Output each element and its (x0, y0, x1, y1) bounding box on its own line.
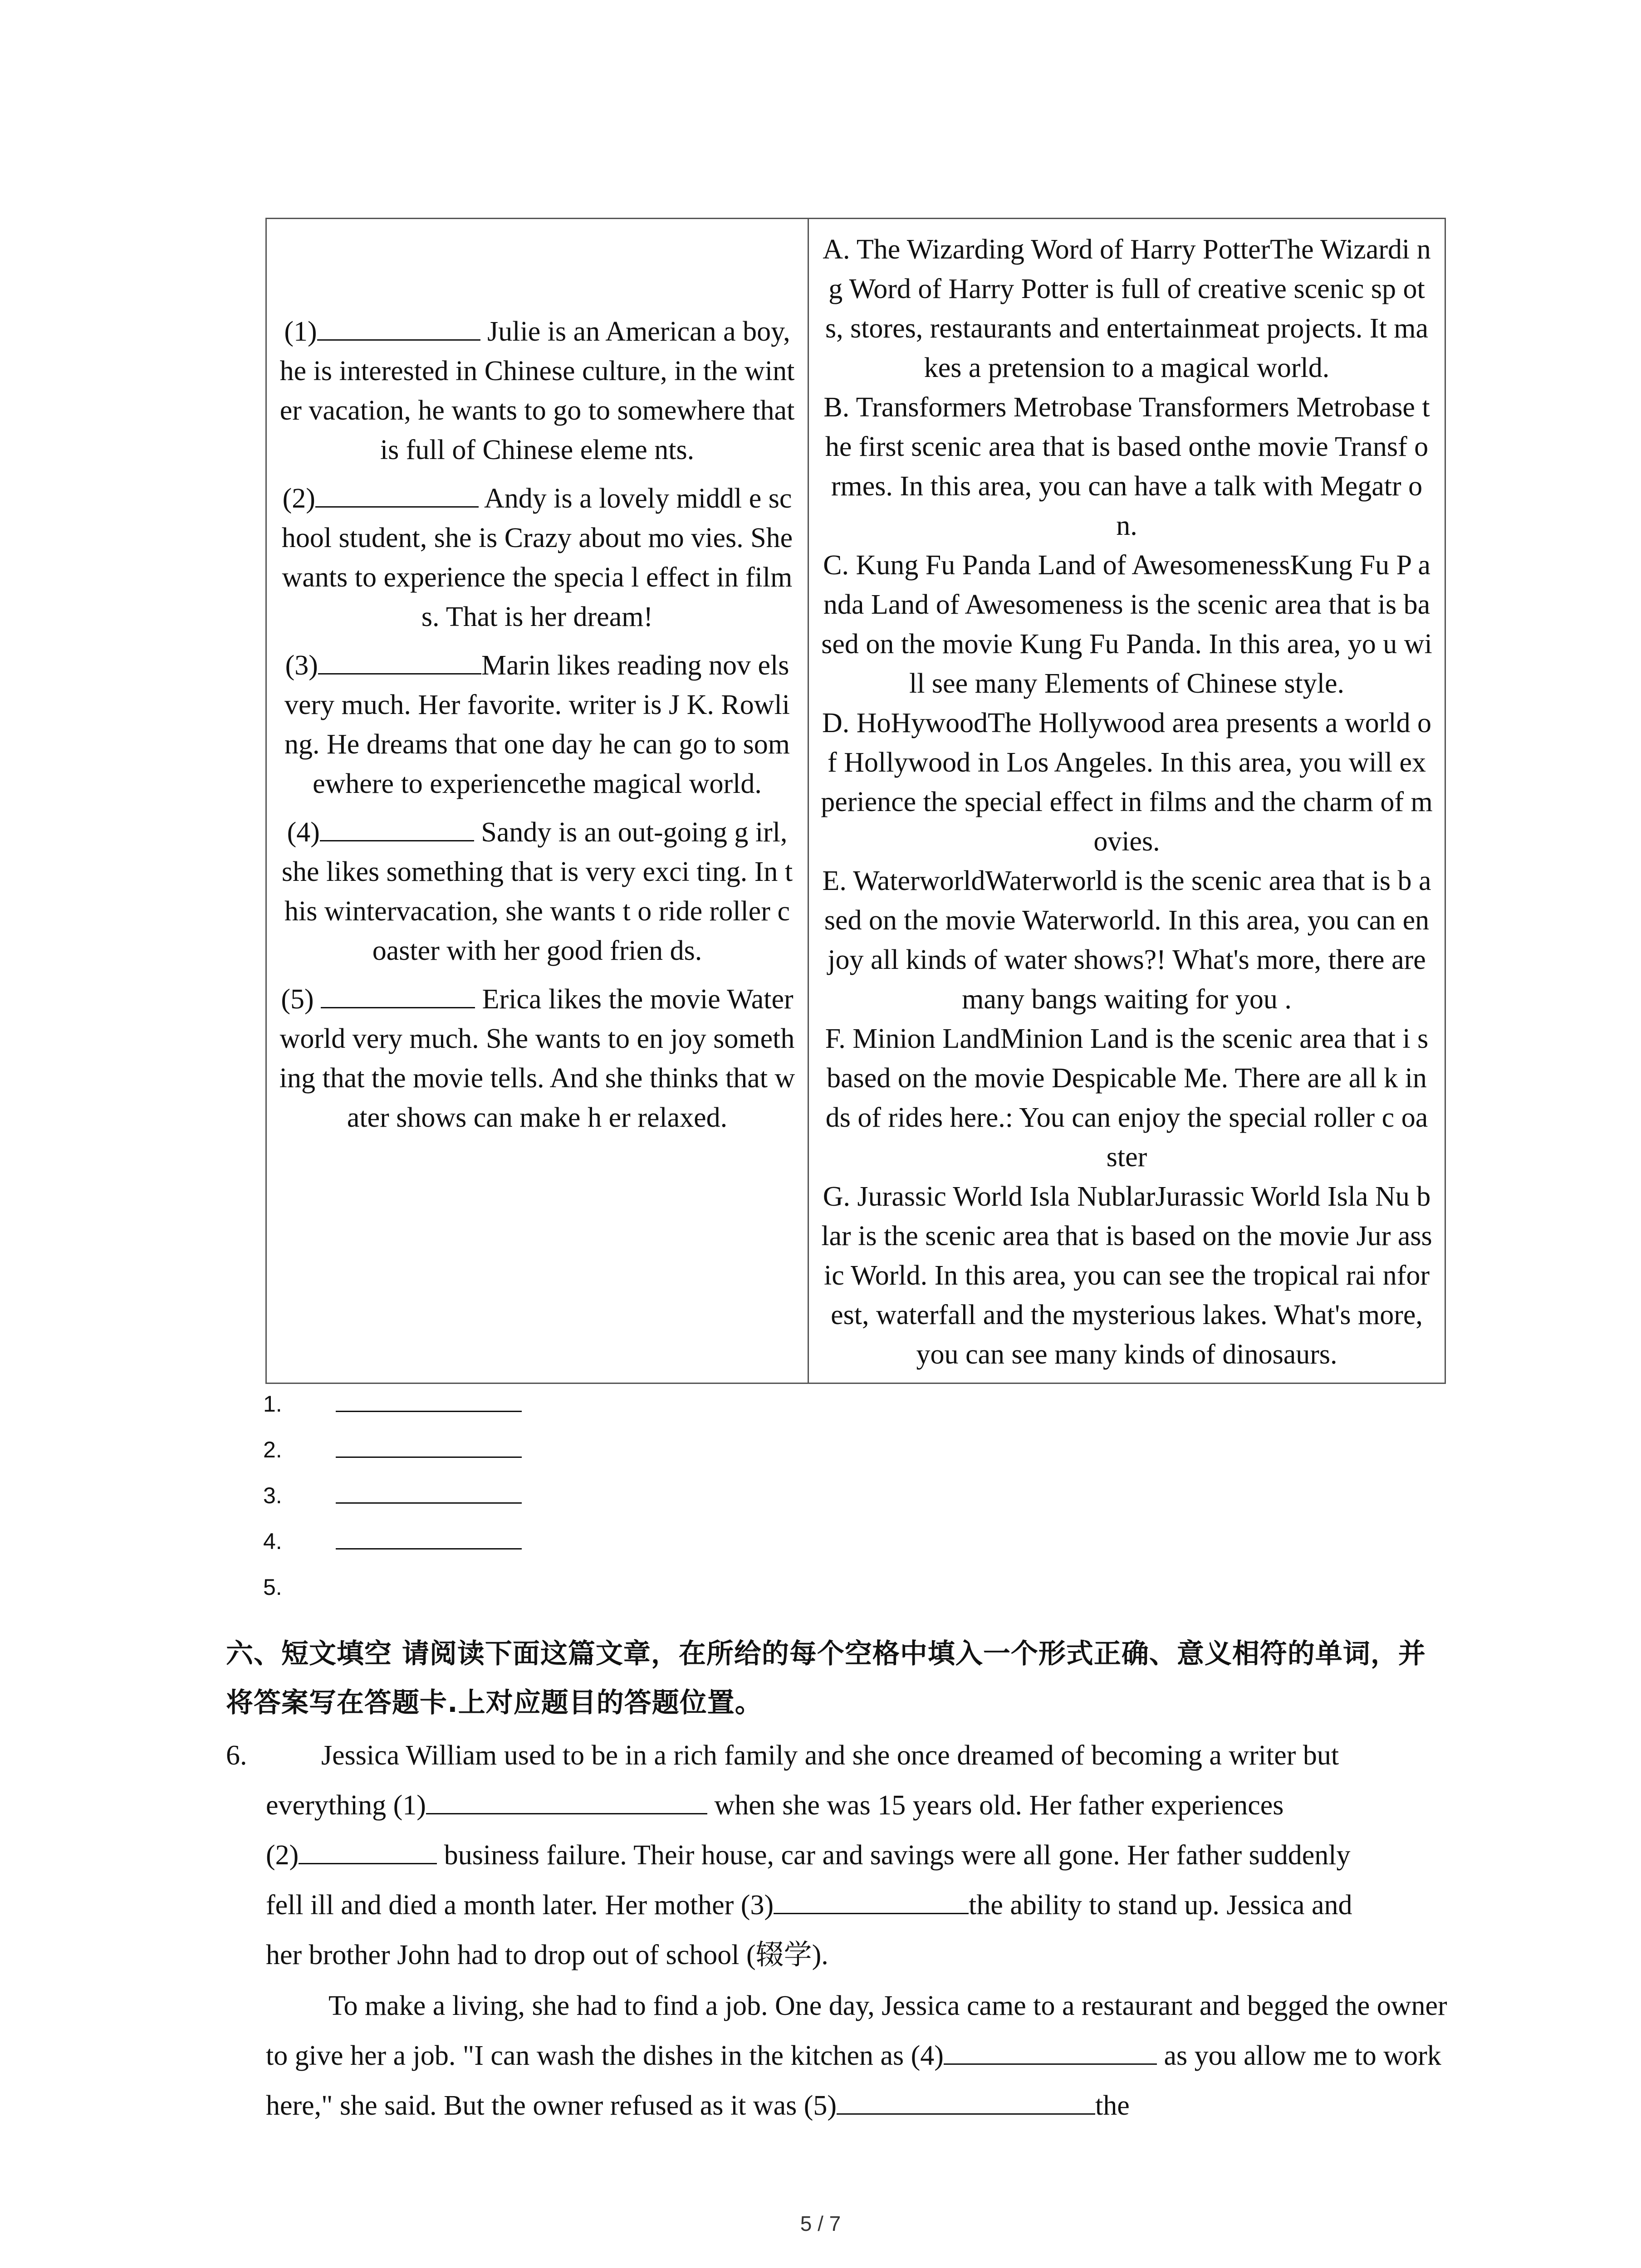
cloze-blank-4[interactable] (944, 2036, 1157, 2065)
passage-line: everything (1) when she was 15 years old. Her father experiences (226, 1780, 1451, 1830)
answer-line-1[interactable] (336, 1411, 522, 1412)
paragraph-two: To make a living, she had to find a job. One day, Jessica came to a restaurant and begged the owner to give her a job. "I can wash the dishes in the kitchen as (4) as you allow me to work here," she said. But the owner refused as it was (5) the (266, 1990, 1447, 2121)
passage-line: her brother John had to drop out of school (辍学). (266, 1940, 828, 1970)
person-entry-2: (2) Andy is a lovely middl e school student, she is Crazy about mo vies. She wants to experience the specia l effect in films. That is her dream! (279, 479, 796, 637)
answer-number: 3. (263, 1483, 282, 1508)
page-number: 5 / 7 (800, 2212, 841, 2235)
answer-blank-3[interactable] (318, 646, 481, 675)
answer-number: 4. (263, 1529, 282, 1554)
cloze-blank-2[interactable] (299, 1836, 437, 1864)
cloze-blank-1[interactable] (426, 1786, 707, 1814)
person-entry-3: (3) Marin likes reading nov els very much. Her favorite. writer is J K. Rowling. He dreams that one day he can go to somewhere to experiencethe magical world. (279, 646, 796, 804)
option-e: E. WaterworldWaterworld is the scenic area that is b ased on the movie Waterworld. In this area, you can enjoy all kinds of water shows?! What's more, there are many bangs waiting for you . (822, 865, 1431, 1015)
matching-table (265, 218, 1446, 1384)
answer-number: 5. (263, 1574, 282, 1600)
answer-blank-5[interactable] (321, 980, 475, 1008)
cloze-blank-5[interactable] (837, 2086, 1095, 2115)
section-six-heading: 六、短文填空 请阅读下面这篇文章，在所给的每个空格中填入一个形式正确、意义相符的单词，并将答案写在答题卡.上对应题目的答题位置。 (226, 1638, 1426, 1719)
option-f: F. Minion LandMinion Land is the scenic area that i s based on the movie Despicable Me. There are all k inds of rides here.: You can enjoy the special roller c oaster (825, 1023, 1429, 1173)
passage-line: (2) business failure. Their house, car and savings were all gone. Her father suddenly (226, 1830, 1451, 1880)
person-entry-1: (1) Julie is an American a boy, he is interested in Chinese culture, in the winter vacation, he wants to go to somewhere that is full of Chinese eleme nts. (279, 312, 796, 470)
option-a: A. The Wizarding Word of Harry PotterThe Wizardi ng Word of Harry Potter is full of creative scenic sp ots, stores, restaurants and entertainmeat projects. It makes a pretension to a magical world. (823, 234, 1431, 383)
person-entry-5: (5) Erica likes the movie Waterworld very much. She wants to en joy something that the movie tells. And she thinks that water shows can make h er relaxed. (279, 980, 796, 1138)
answer-blank-4[interactable] (320, 813, 474, 841)
passage-line: 6. Jessica William used to be in a rich family and she once dreamed of becoming a writer but (226, 1730, 1451, 1780)
answer-number: 2. (263, 1437, 282, 1462)
option-g: G. Jurassic World Isla NublarJurassic World Isla Nu blar is the scenic area that is based on the movie Jur assic World. In this area, you can see the tropical rai nforest, waterfall and the mysterious lakes. What's more, you can see many kinds of dinosaurs. (821, 1181, 1432, 1370)
answer-line-4[interactable] (336, 1548, 522, 1549)
answer-blank-1[interactable] (317, 312, 480, 341)
answer-line-2[interactable] (336, 1457, 522, 1458)
answer-blank-2[interactable] (315, 479, 479, 508)
passage-line: fell ill and died a month later. Her mother (3) the ability to stand up. Jessica and (226, 1880, 1451, 1930)
cloze-passage (226, 1730, 1451, 2131)
question-number: 6. (226, 1740, 247, 1771)
option-c: C. Kung Fu Panda Land of AwesomenessKung Fu P anda Land of Awesomeness is the scenic area that is based on the movie Kung Fu Panda. In this area, yo u will see many Elements of Chinese style. (821, 550, 1432, 699)
option-d: D. HoHywoodThe Hollywood area presents a world of Hollywood in Los Angeles. In this area, you will experience the special effect in films and the charm of movies. (821, 708, 1433, 857)
option-b: B. Transformers Metrobase Transformers Metrobase the first scenic area that is based onthe movie Transf ormes. In this area, you can have a talk with Megatr on. (823, 392, 1430, 541)
cloze-blank-3[interactable] (774, 1886, 969, 1914)
scenic-areas-column (808, 219, 1445, 1383)
answer-line-3[interactable] (336, 1502, 522, 1504)
people-column (266, 219, 808, 1383)
person-entry-4: (4) Sandy is an out-going g irl, she likes something that is very exci ting. In this wintervacation, she wants t o ride roller coaster with her good frien ds. (279, 813, 796, 971)
answer-number: 1. (263, 1391, 282, 1417)
